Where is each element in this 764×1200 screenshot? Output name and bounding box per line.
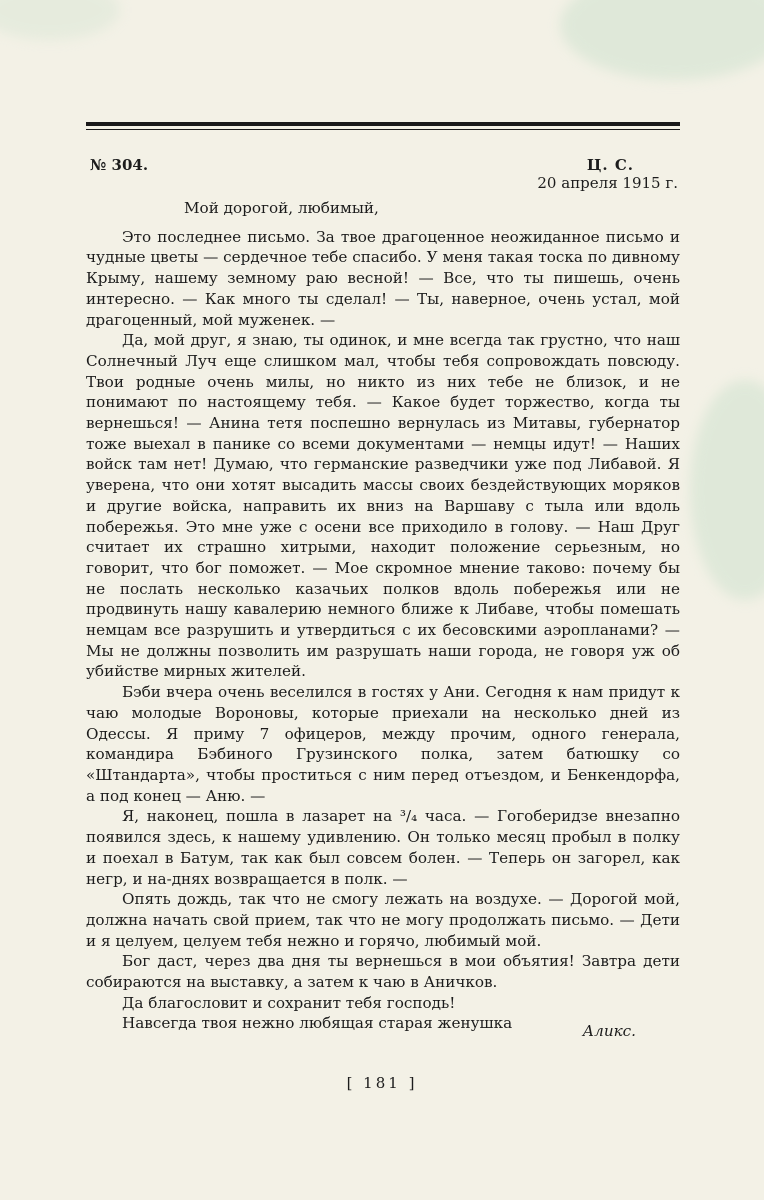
paragraph: Опять дождь, так что не смогу лежать на воздухе. — Дорогой мой, должна начать свой прием, так что не могу продолжать письмо. — Дети и я целуем, целуем тебя нежно и горячо, любимый мой. (86, 890, 680, 950)
paper-stain-right-edge (690, 380, 764, 600)
closing-line (86, 1013, 680, 1041)
letter-body (86, 198, 680, 1041)
paragraph: Да, мой друг, я знаю, ты одинок, и мне всегда так грустно, что наш Солнечный Луч еще слишком мал, чтобы тебя сопровождать повсюду. Твои родные очень милы, но никто из них тебе не близок, и не понимают по настоящему тебя. — Какое будет торжество, когда ты вернешься! — Анина тетя поспешно вернулась из Митавы, губернатор тоже выехал в панике со всеми документами — немцы идут! — Наших войск там нет! Думаю, что германские разведчики уже под Либавой. Я уверена, что они хотят высадить массы своих бездействующих моряков и другие войска, направить их вниз на Варшаву с тыла или вдоль побережья. Это мне уже с осени все приходило в голову. — Наш Друг считает их страшно хитрыми, находит положение серьезным, но говорит, что бог поможет. — Мое скромное мнение таково: почему бы не послать несколько казачьих полков вдоль побережья или не продвинуть нашу кавалерию немного ближе к Либаве, чтобы помешать немцам все разрушить и утвердиться с их бесовскими аэропланами? — Мы не должны позволить им разрушать наши города, не говоря уж об убийстве мирных жителей. (86, 331, 680, 681)
paragraph: Это последнее письмо. За твое драгоценное неожиданное письмо и чудные цветы — сердечное тебе спасибо. У меня такая тоска по дивному Крыму, нашему земному раю весной! — Все, что ты пишешь, очень интересно. — Как много ты сделал! — Ты, наверное, очень устал, мой драгоценный, мой муженек. — (86, 227, 680, 329)
page-number: [ 181 ] (346, 1074, 418, 1092)
paragraph: Бэби вчера очень веселился в гостях у Ани. Сегодня к нам придут к чаю молодые Вороновы, которые приехали на несколько дней из Одессы. Я приму 7 офицеров, между прочим, одного генерала, командира Бэбиного Грузинского полка, затем батюшку со «Штандарта», чтобы проститься с ним перед отъездом, и Бенкендорфа, а под конец — Аню. — (86, 683, 680, 805)
paper-stain-top-left (0, 0, 120, 40)
document-number: № 304. (90, 156, 149, 174)
letter-header (86, 150, 680, 196)
paragraph: Да благословит и сохранит тебя господь! (122, 993, 456, 1012)
paragraph: Я, наконец, пошла в лазарет на ³/₄ часа. — Гогоберидзе внезапно появился здесь, к нашему удивлению. Он только месяц пробыл в полку и поехал в Батум, так как был совсем болен. — Теперь он загорел, как негр, и на-днях возвращается в полк. — (86, 807, 680, 888)
closing-text: Навсегда твоя нежно любящая старая женушка (122, 1014, 513, 1033)
paper-stain-top-right (560, 0, 764, 80)
paragraph: Бог даст, через два дня ты вернешься в мои объятия! Завтра дети собираются на выставку, а затем к чаю в Аничков. (86, 952, 680, 992)
signature: Аликс. (582, 1022, 636, 1041)
header-rule-thick (86, 122, 680, 126)
recipient-initials: Ц. С. (586, 156, 634, 174)
letter-date: 20 апреля 1915 г. (537, 174, 678, 192)
header-rule-thin (86, 129, 680, 130)
salutation: Мой дорогой, любимый, (184, 199, 379, 217)
document-page (86, 122, 680, 1041)
